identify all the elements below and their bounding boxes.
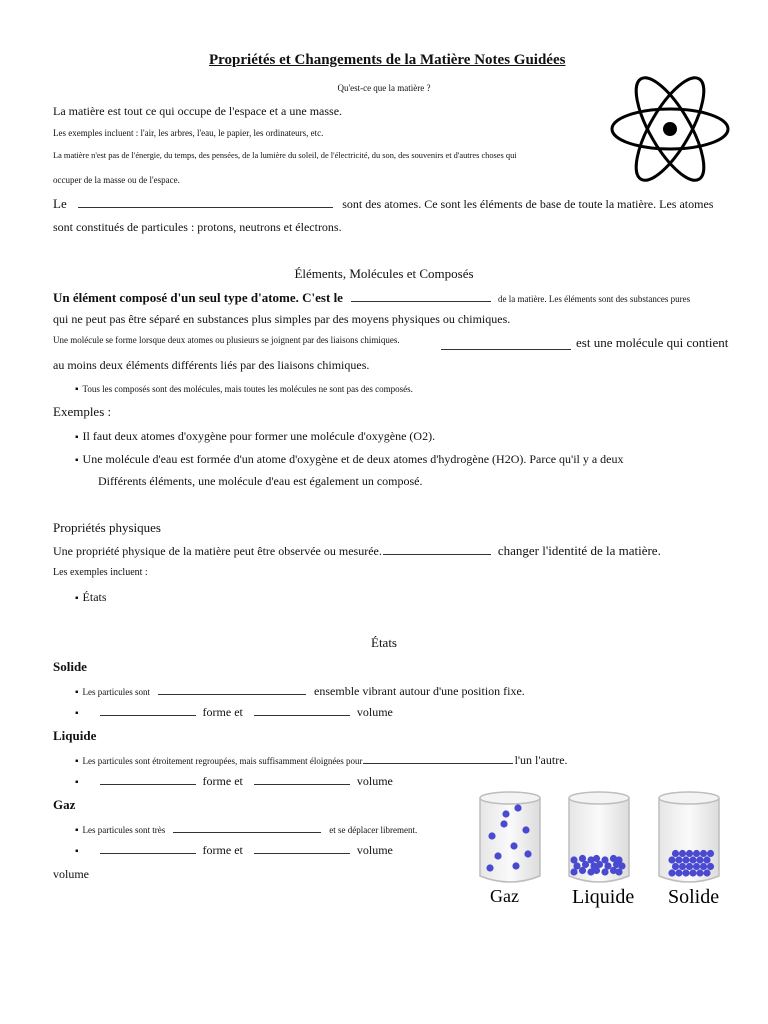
matter-definition: La matière est tout ce qui occupe de l'espace et a une masse. <box>53 104 343 118</box>
liquid-volume: volume <box>356 774 393 788</box>
page-title: Propriétés et Changements de la Matière Notes Guidées <box>209 52 566 68</box>
liquid-particle <box>601 856 608 863</box>
example-water: ▪ Une molécule d'eau est formée d'un atome d'oxygène et de deux atomes d'hydrogène (H2O). Parce qu'il y a deux <box>75 452 624 467</box>
solid-particle <box>672 850 679 857</box>
atoms-particles: sont constitués de particules : protons, neutrons et électrons. <box>53 220 342 234</box>
liquid-blank[interactable] <box>363 753 513 764</box>
gas-particle <box>486 864 493 871</box>
gas-heading: Gaz <box>53 797 76 812</box>
solid-small-text: ▪ Les particules sont <box>75 687 150 697</box>
liquid-particle <box>579 855 586 862</box>
matter-examples: Les exemples incluent : l'air, les arbres, l'eau, le papier, les ordinateurs, etc. <box>53 128 324 138</box>
gas-forme: forme et <box>202 843 243 857</box>
solid-particle <box>682 869 689 876</box>
label-gaz: Gaz <box>490 886 519 906</box>
liquid-small-text: ▪ Les particules sont étroitement regroupées, mais suffisamment éloignées pour <box>75 756 363 766</box>
solid-particle <box>700 863 707 870</box>
element-line-2: qui ne peut pas être séparé en substances plus simples par des moyens physiques ou chimiques. <box>53 312 511 326</box>
solid-particle <box>700 850 707 857</box>
molecule-line-2: au moins deux éléments différents liés par des liaisons chimiques. <box>53 358 370 372</box>
solid-volume: volume <box>356 705 393 719</box>
atoms-le: Le <box>53 196 67 211</box>
liquid-shape-blank[interactable] <box>100 774 196 785</box>
gas-volume: volume <box>356 843 393 857</box>
solid-forme: forme et <box>202 705 243 719</box>
solid-right-text: ensemble vibrant autour d'une position fixe. <box>314 684 525 698</box>
solid-particle <box>668 856 675 863</box>
solid-heading: Solide <box>53 659 87 674</box>
gas-particle <box>512 862 519 869</box>
label-solide: Solide <box>668 886 720 908</box>
examples-label: Exemples : <box>53 404 112 419</box>
example-water-cont: Différents éléments, une molécule d'eau est également un composé. <box>98 474 423 488</box>
states-heading: États <box>371 635 397 650</box>
solid-particle <box>696 856 703 863</box>
liquid-sv-bullet <box>75 774 83 788</box>
liquid-particle <box>570 856 577 863</box>
liquid-shape-volume <box>75 774 393 789</box>
compounds-bullet: ▪ Tous les composés sont des molécules, mais toutes les molécules ne sont pas des composés. <box>75 384 413 395</box>
solid-particle <box>686 850 693 857</box>
element-line <box>53 289 690 307</box>
element-bold-text: Un élément composé d'un seul type d'atome. C'est le <box>53 290 343 305</box>
gas-blank[interactable] <box>173 822 321 833</box>
gas-particle <box>524 850 531 857</box>
gas-particle <box>510 842 517 849</box>
solid-particle <box>668 869 675 876</box>
physical-property-def <box>53 542 661 560</box>
solid-shape-volume <box>75 705 393 720</box>
gas-shape-volume <box>75 843 393 858</box>
physical-examples-label: Les exemples incluent : <box>53 567 148 578</box>
trailing-volume: volume <box>53 867 89 881</box>
solid-particle <box>689 869 696 876</box>
solid-particle <box>686 863 693 870</box>
gas-shape-blank[interactable] <box>100 843 196 854</box>
solid-line <box>75 682 525 700</box>
solid-particle <box>679 850 686 857</box>
atoms-rest: sont des atomes. Ce sont les éléments de base de toute la matière. Les atomes <box>342 197 714 211</box>
gas-small-text: ▪ Les particules sont très <box>75 825 165 835</box>
liquid-heading: Liquide <box>53 728 97 743</box>
example-oxygen: ▪ Il faut deux atomes d'oxygène pour former une molécule d'oxygène (O2). <box>75 429 435 444</box>
label-liquide: Liquide <box>572 886 635 908</box>
solid-particle <box>703 856 710 863</box>
liquid-line <box>75 751 568 769</box>
physical-blank[interactable] <box>383 544 491 555</box>
physical-def-b: changer l'identité de la matière. <box>497 543 661 558</box>
physical-properties-heading: Propriétés physiques <box>53 520 161 535</box>
liquid-volume-blank[interactable] <box>254 774 350 785</box>
solid-blank[interactable] <box>158 684 306 695</box>
element-blank[interactable] <box>351 291 491 302</box>
not-matter-line-2: occuper de la masse ou de l'espace. <box>53 175 180 185</box>
solid-particle <box>707 863 714 870</box>
liquid-particle <box>615 856 622 863</box>
atoms-line <box>53 196 713 212</box>
section-elements-heading: Éléments, Molécules et Composés <box>294 266 474 281</box>
molecule-right-text: est une molécule qui contient <box>576 335 729 350</box>
solid-particle <box>682 856 689 863</box>
solid-particle <box>679 863 686 870</box>
gas-right-text: et se déplacer librement. <box>329 825 418 835</box>
solid-particle <box>693 850 700 857</box>
solid-particle <box>696 869 703 876</box>
molecule-small-text: Une molécule se forme lorsque deux atomes ou plusieurs se joignent par des liaisons chimiques. <box>53 335 400 345</box>
liquid-particle <box>593 855 600 862</box>
matter-question: Qu'est-ce que la matière ? <box>337 83 431 93</box>
physical-def-a: Une propriété physique de la matière peut être observée ou mesurée. <box>53 544 382 558</box>
gas-particle <box>514 804 521 811</box>
solid-shape-blank[interactable] <box>100 705 196 716</box>
solid-sv-bullet <box>75 705 83 719</box>
gas-line <box>75 820 417 838</box>
solid-particle <box>707 850 714 857</box>
gas-particle <box>494 852 501 859</box>
states-bullet: ▪ États <box>75 590 107 605</box>
gas-particle <box>522 826 529 833</box>
solid-particle <box>675 869 682 876</box>
gas-particle <box>500 820 507 827</box>
gas-particle <box>502 810 509 817</box>
solid-particle <box>689 856 696 863</box>
not-matter-line-1: La matière n'est pas de l'énergie, du temps, des pensées, de la lumière du soleil, de l'électricité, du son, des souvenirs et d'autres choses qui <box>53 151 517 160</box>
gas-volume-blank[interactable] <box>254 843 350 854</box>
gas-sv-bullet <box>75 843 83 857</box>
element-small-text: de la matière. Les éléments sont des substances pures <box>497 294 691 304</box>
solid-particle <box>675 856 682 863</box>
solid-particle <box>672 863 679 870</box>
molecule-blank[interactable] <box>441 339 571 350</box>
liquid-forme: forme et <box>202 774 243 788</box>
liquid-right-text: l'un l'autre. <box>514 753 568 767</box>
gas-particle <box>488 832 495 839</box>
atoms-blank[interactable] <box>78 197 333 208</box>
states-of-matter-illustration <box>470 784 740 914</box>
solid-volume-blank[interactable] <box>254 705 350 716</box>
solid-particle <box>703 869 710 876</box>
solid-particle <box>693 863 700 870</box>
